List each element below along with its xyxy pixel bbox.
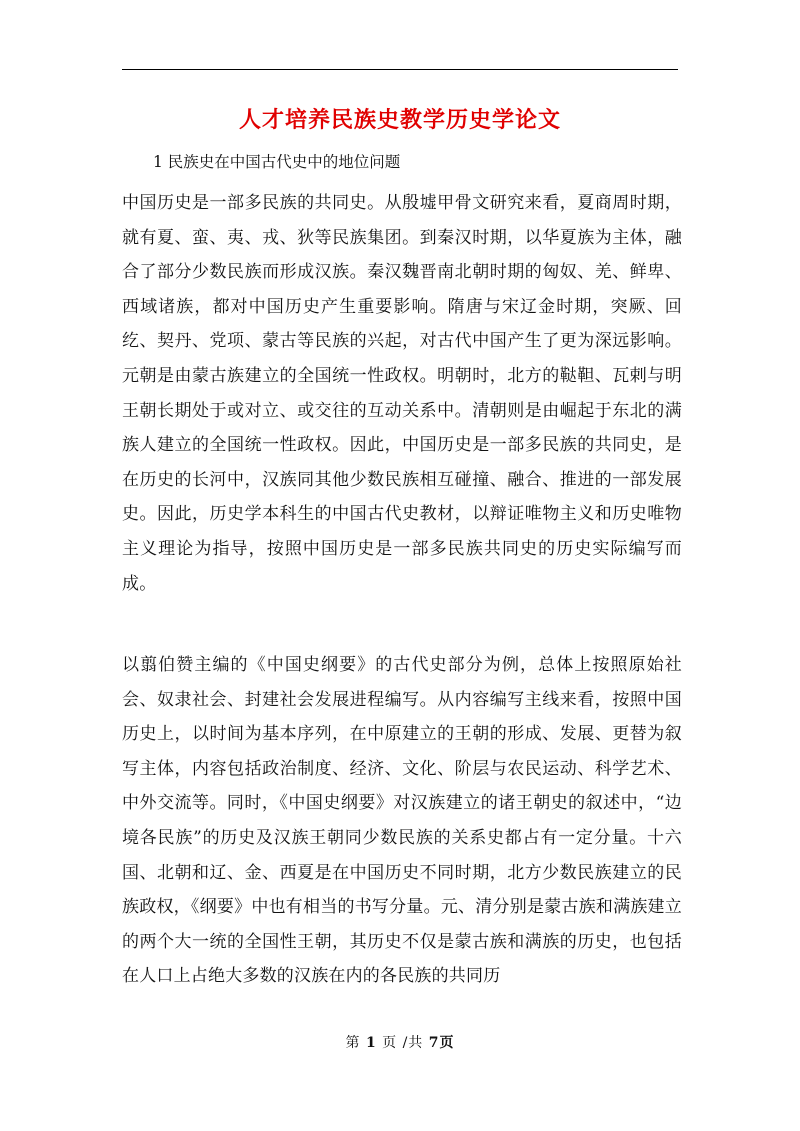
body-paragraph-1: [122, 186, 682, 601]
footer-page-number: 1: [365, 1035, 377, 1051]
paragraph-text: 以翦伯赞主编的《中国史纲要》的古代史部分为例，总体上按照原始社会、奴隶社会、封建社会发展进程编写。从内容编写主线来看，按照中国历史上，以时间为基本序列，在中原建立的王朝的形成、发展、更替为叙写主体，内容包括政治制度、经济、文化、阶层与农民运动、科学艺术、中外交流等。同时，《中国史纲要》对汉族建立的诸王朝史的叙述中，“边境各民族”的历史及汉族王朝同少数民族的关系史都占有一定分量。十六国、北朝和辽、金、西夏是在中国历史不同时期，北方少数民族建立的民族政权，《纲要》中也有相当的书写分量。元、清分别是蒙古族和满族建立的两个大一统的全国性王朝，其历史不仅是蒙古族和满族的历史，也包括在人口上占绝大多数的汉族在内的各民族的共同历: [122, 655, 682, 987]
document-title: 人才培养民族史教学历史学论文: [238, 107, 561, 133]
page-footer: [0, 1033, 800, 1053]
footer-page-unit: 页: [382, 1035, 398, 1051]
footer-total-label: /共: [402, 1035, 424, 1051]
footer-page-label: 第: [345, 1035, 361, 1051]
paragraph-text: 中国历史是一部多民族的共同史。从殷墟甲骨文研究来看，夏商周时期，就有夏、蛮、夷、戎、狄等民族集团。到秦汉时期，以华夏族为主体，融合了部分少数民族而形成汉族。秦汉魏晋南北朝时期的匈奴、羌、鲜卑、西域诸族，都对中国历史产生重要影响。隋唐与宋辽金时期，突厥、回纥、契丹、党项、蒙古等民族的兴起，对古代中国产生了更为深远影响。元朝是由蒙古族建立的全国统一性政权。明朝时，北方的鞑靼、瓦剌与明王朝长期处于或对立、或交往的互动关系中。清朝则是由崛起于东北的满族人建立的全国统一性政权。因此，中国历史是一部多民族的共同史，是在历史的长河中，汉族同其他少数民族相互碰撞、融合、推进的一部发展史。因此，历史学本科生的中国古代史教材，以辩证唯物主义和历史唯物主义理论为指导，按照中国历史是一部多民族共同史的历史实际编写而成。: [122, 193, 682, 594]
header-rule: [122, 69, 678, 70]
section-heading: 1 民族史在中国古代史中的地位问题: [153, 153, 401, 171]
body-paragraph-2: [122, 648, 682, 994]
footer-total-pages: 7页: [428, 1035, 455, 1051]
